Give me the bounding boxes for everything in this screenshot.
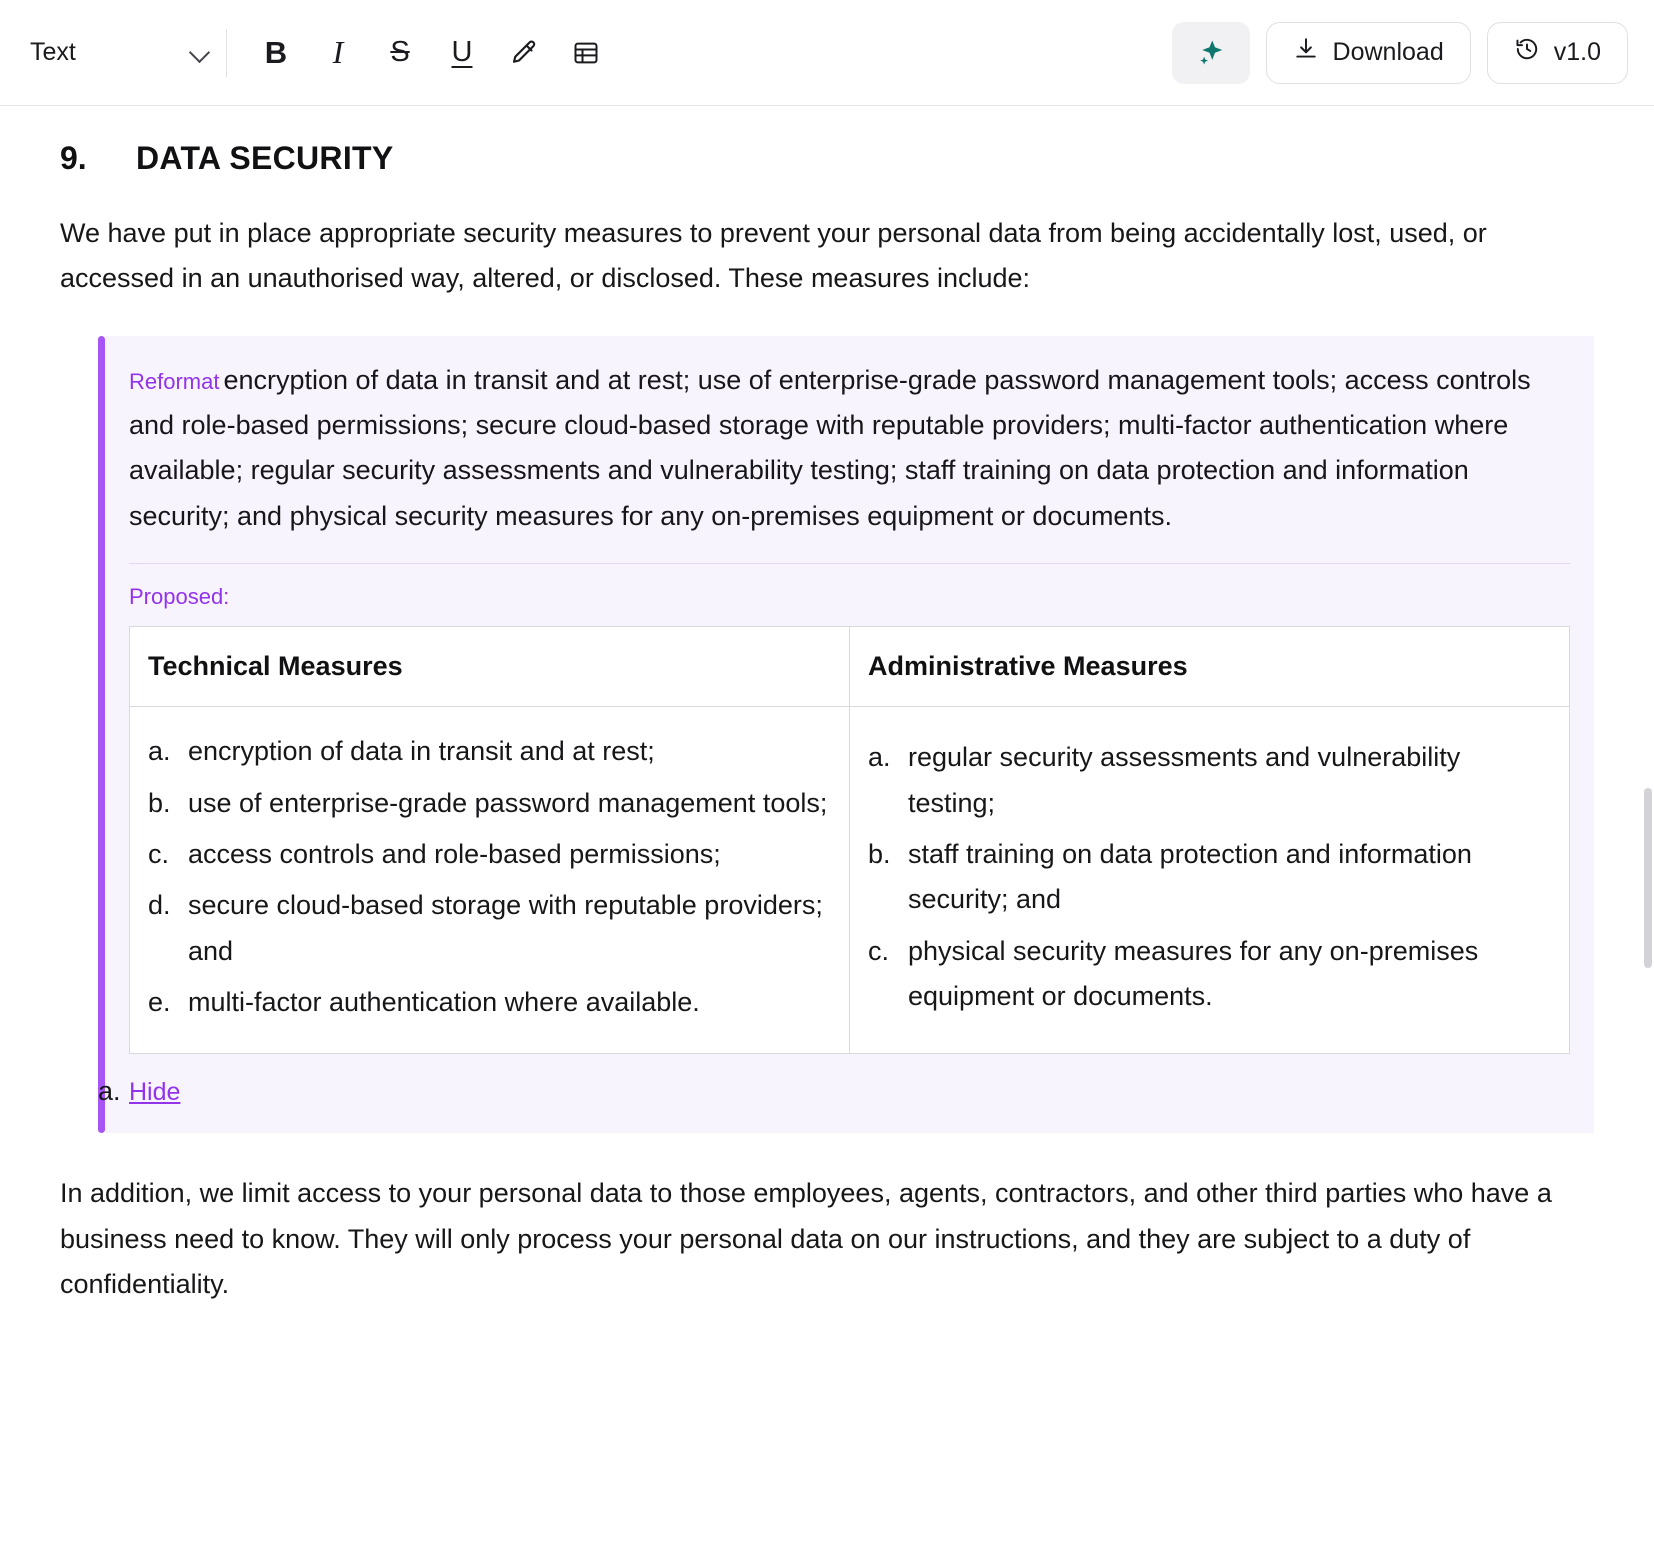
hide-link[interactable]: Hide — [129, 1078, 181, 1107]
scrollbar-thumb[interactable] — [1644, 788, 1652, 968]
item-text: encryption of data in transit and at rest; — [188, 736, 655, 767]
list-item — [868, 735, 1551, 826]
version-label: v1.0 — [1553, 38, 1601, 66]
editor-toolbar — [0, 0, 1654, 106]
item-text: regular security assessments and vulnerability testing; — [908, 742, 1461, 818]
highlighter-icon[interactable] — [493, 24, 555, 82]
closing-paragraph: In addition, we limit access to your personal data to those employees, agents, contractors, and other third parties who have a business need to know. They will only process your personal data on our instructions, and they are subject to a duty of confidentiality. — [60, 1178, 1552, 1300]
toolbar-divider — [226, 29, 227, 77]
item-marker: c. — [148, 838, 170, 869]
item-text: multi-factor authentication where available. — [188, 986, 700, 1017]
technical-measures-cell — [130, 707, 850, 1054]
section-heading — [60, 140, 1594, 177]
item-marker: b. — [148, 787, 171, 818]
scrollbar[interactable] — [1644, 108, 1652, 1540]
strikethrough-button[interactable]: S — [390, 36, 410, 68]
reformat-tag: Reformat — [129, 368, 220, 394]
item-marker: d. — [148, 890, 171, 921]
ai-assist-button[interactable] — [1172, 22, 1250, 84]
table-icon[interactable] — [555, 24, 617, 82]
item-text: secure cloud-based storage with reputable providers; and — [188, 890, 823, 966]
document-body — [0, 106, 1654, 1307]
intro-paragraph: We have put in place appropriate security measures to prevent your personal data from being accidentally lost, used, or accessed in an unauthorised way, altered, or disclosed. These measures include: — [60, 218, 1487, 294]
list-item — [148, 832, 831, 877]
version-history-button[interactable] — [1487, 22, 1628, 84]
column-header-technical: Technical Measures — [130, 627, 850, 707]
proposed-table — [129, 626, 1570, 1054]
list-item — [148, 980, 831, 1025]
list-marker: a. — [98, 1076, 121, 1107]
item-marker: e. — [148, 986, 171, 1017]
item-text: use of enterprise-grade password management tools; — [188, 787, 828, 818]
suggestion-accent-bar — [98, 336, 105, 1134]
technical-measures-list — [148, 729, 831, 1025]
history-icon — [1514, 36, 1540, 69]
page-title: DATA SECURITY — [136, 140, 394, 176]
download-icon — [1293, 36, 1319, 69]
table-header-row — [130, 627, 1570, 707]
item-text: access controls and role-based permissions; — [188, 838, 721, 869]
text-style-value: Text — [30, 38, 76, 66]
original-text-block — [129, 358, 1570, 539]
administrative-measures-cell — [850, 707, 1570, 1054]
text-style-select[interactable] — [30, 28, 220, 78]
download-label: Download — [1332, 38, 1444, 66]
item-marker: b. — [868, 838, 891, 869]
column-header-administrative: Administrative Measures — [850, 627, 1570, 707]
proposed-label: Proposed: — [129, 584, 230, 610]
download-button[interactable] — [1266, 22, 1471, 84]
list-item — [148, 729, 831, 774]
underline-button[interactable]: U — [451, 36, 473, 68]
item-text: physical security measures for any on-premises equipment or documents. — [908, 935, 1479, 1011]
list-item — [148, 883, 831, 974]
administrative-measures-list — [868, 735, 1551, 1019]
list-item — [868, 832, 1551, 923]
list-item — [148, 781, 831, 826]
chevron-down-icon — [190, 42, 212, 64]
item-marker: c. — [868, 935, 890, 966]
section-number: 9. — [60, 140, 87, 176]
suggestion-actions — [129, 1054, 1570, 1133]
item-text: staff training on data protection and information security; and — [908, 838, 1472, 915]
bold-button[interactable]: B — [264, 34, 288, 70]
original-text: encryption of data in transit and at rest; use of enterprise-grade password management tools; access controls and role-based permissions; secure cloud-based storage with reputable providers; multi-factor authentication where available; regular security assessments and vulnerability testing; staff training on data protection and information security; and physical security measures for any on-premises equipment or documents. — [129, 364, 1531, 531]
item-marker: a. — [148, 736, 171, 767]
table-row — [130, 707, 1570, 1054]
reformat-suggestion-card — [98, 336, 1594, 1134]
suggestion-divider — [129, 563, 1570, 564]
list-item — [868, 929, 1551, 1020]
item-marker: a. — [868, 742, 891, 773]
italic-button[interactable]: I — [332, 34, 344, 70]
